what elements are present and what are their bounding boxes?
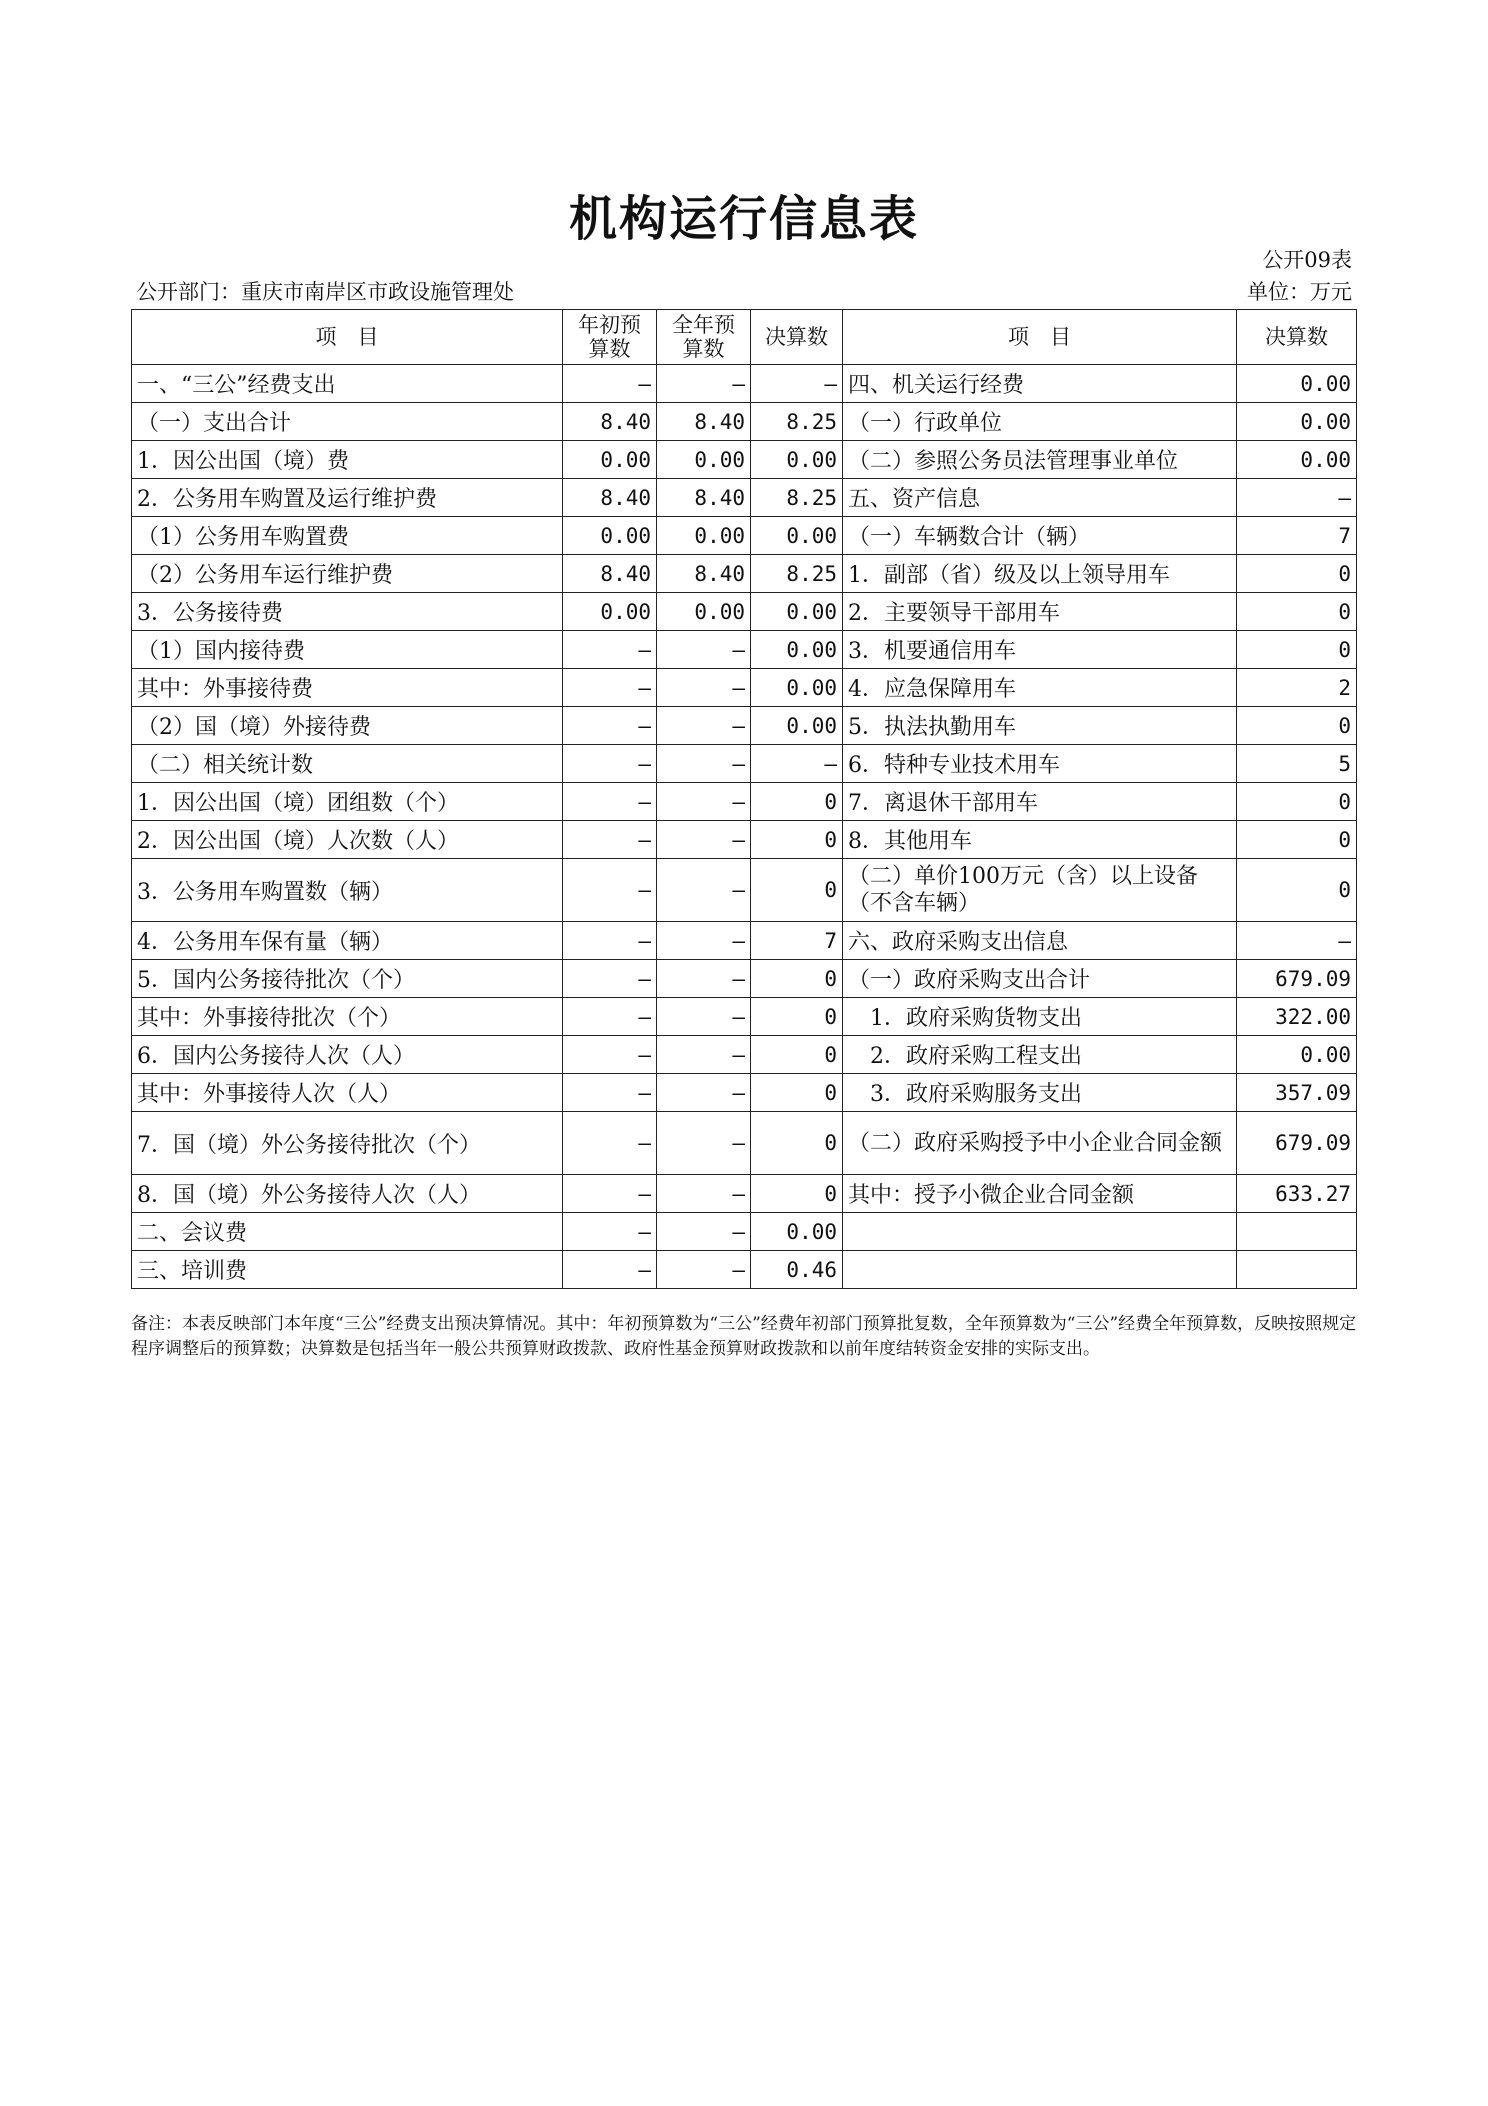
cell-full-budget: — bbox=[657, 859, 751, 922]
cell-item-right: （二）政府采购授予中小企业合同金额 bbox=[843, 1112, 1237, 1175]
cell-full-budget: — bbox=[657, 669, 751, 707]
table-row bbox=[132, 441, 1357, 479]
cell-initial-budget: — bbox=[563, 365, 657, 403]
cell-item-right: 5．执法执勤用车 bbox=[843, 707, 1237, 745]
cell-item-left: 其中：外事接待人次（人） bbox=[132, 1074, 563, 1112]
cell-item-right bbox=[843, 1251, 1237, 1289]
cell-initial-budget: — bbox=[563, 783, 657, 821]
department-label: 公开部门：重庆市南岸区市政设施管理处 bbox=[136, 280, 514, 304]
cell-item-right bbox=[843, 1213, 1237, 1251]
cell-item-right: 四、机关运行经费 bbox=[843, 365, 1237, 403]
cell-final-left: — bbox=[751, 365, 843, 403]
table-row bbox=[132, 1175, 1357, 1213]
cell-final-right bbox=[1237, 1251, 1357, 1289]
cell-final-left: 0.00 bbox=[751, 517, 843, 555]
cell-item-left: 1．因公出国（境）团组数（个） bbox=[132, 783, 563, 821]
cell-initial-budget: — bbox=[563, 1251, 657, 1289]
header-final-right: 决算数 bbox=[1237, 310, 1357, 365]
cell-final-left: 0 bbox=[751, 1036, 843, 1074]
cell-full-budget: — bbox=[657, 1112, 751, 1175]
cell-full-budget: — bbox=[657, 998, 751, 1036]
table-row bbox=[132, 631, 1357, 669]
cell-final-right: 0.00 bbox=[1237, 441, 1357, 479]
cell-final-right: 0 bbox=[1237, 707, 1357, 745]
cell-initial-budget: — bbox=[563, 922, 657, 960]
cell-full-budget: — bbox=[657, 707, 751, 745]
cell-final-left: 0.00 bbox=[751, 631, 843, 669]
cell-final-left: 0 bbox=[751, 998, 843, 1036]
cell-item-right: （一）车辆数合计（辆） bbox=[843, 517, 1237, 555]
cell-initial-budget: — bbox=[563, 960, 657, 998]
cell-final-right: 0.00 bbox=[1237, 403, 1357, 441]
cell-final-left: 0 bbox=[751, 1175, 843, 1213]
cell-initial-budget: 8.40 bbox=[563, 403, 657, 441]
cell-item-left: 1．因公出国（境）费 bbox=[132, 441, 563, 479]
cell-final-right: 322.00 bbox=[1237, 998, 1357, 1036]
cell-full-budget: — bbox=[657, 821, 751, 859]
cell-final-left: 0.00 bbox=[751, 707, 843, 745]
cell-item-right: 五、资产信息 bbox=[843, 479, 1237, 517]
cell-final-right: 0.00 bbox=[1237, 1036, 1357, 1074]
table-row bbox=[132, 555, 1357, 593]
table-row bbox=[132, 365, 1357, 403]
cell-item-left: 3．公务接待费 bbox=[132, 593, 563, 631]
cell-final-right: 633.27 bbox=[1237, 1175, 1357, 1213]
cell-full-budget: — bbox=[657, 1213, 751, 1251]
cell-full-budget: 8.40 bbox=[657, 403, 751, 441]
cell-final-right: 0 bbox=[1237, 821, 1357, 859]
cell-item-left: 三、培训费 bbox=[132, 1251, 563, 1289]
cell-final-right: — bbox=[1237, 922, 1357, 960]
cell-initial-budget: 0.00 bbox=[563, 593, 657, 631]
table-row bbox=[132, 1036, 1357, 1074]
cell-item-left: （一）支出合计 bbox=[132, 403, 563, 441]
table-row bbox=[132, 745, 1357, 783]
cell-initial-budget: — bbox=[563, 998, 657, 1036]
cell-final-right: 7 bbox=[1237, 517, 1357, 555]
cell-item-right: 其中：授予小微企业合同金额 bbox=[843, 1175, 1237, 1213]
cell-initial-budget: 8.40 bbox=[563, 555, 657, 593]
cell-final-left: 7 bbox=[751, 922, 843, 960]
cell-item-left: 3．公务用车购置数（辆） bbox=[132, 859, 563, 922]
cell-item-right: （二）参照公务员法管理事业单位 bbox=[843, 441, 1237, 479]
cell-final-left: 0 bbox=[751, 821, 843, 859]
page-title: 机构运行信息表 bbox=[568, 191, 919, 247]
table-row bbox=[132, 479, 1357, 517]
cell-initial-budget: — bbox=[563, 1112, 657, 1175]
table-row bbox=[132, 1213, 1357, 1251]
table-row bbox=[132, 517, 1357, 555]
cell-full-budget: — bbox=[657, 960, 751, 998]
header-final-left: 决算数 bbox=[751, 310, 843, 365]
cell-item-left: 二、会议费 bbox=[132, 1213, 563, 1251]
cell-initial-budget: — bbox=[563, 669, 657, 707]
cell-full-budget: — bbox=[657, 783, 751, 821]
cell-final-left: 0 bbox=[751, 1112, 843, 1175]
table-row bbox=[132, 669, 1357, 707]
table-row bbox=[132, 1074, 1357, 1112]
info-table bbox=[131, 309, 1357, 1289]
cell-item-left: 其中：外事接待批次（个） bbox=[132, 998, 563, 1036]
cell-item-right: 8．其他用车 bbox=[843, 821, 1237, 859]
cell-full-budget: — bbox=[657, 365, 751, 403]
table-row bbox=[132, 960, 1357, 998]
cell-final-right: 0 bbox=[1237, 859, 1357, 922]
cell-initial-budget: 0.00 bbox=[563, 517, 657, 555]
cell-full-budget: 8.40 bbox=[657, 479, 751, 517]
table-body bbox=[132, 365, 1357, 1289]
cell-item-left: （1）公务用车购置费 bbox=[132, 517, 563, 555]
cell-full-budget: 0.00 bbox=[657, 517, 751, 555]
cell-item-left: 6．国内公务接待人次（人） bbox=[132, 1036, 563, 1074]
cell-initial-budget: — bbox=[563, 1074, 657, 1112]
cell-initial-budget: 0.00 bbox=[563, 441, 657, 479]
table-row bbox=[132, 821, 1357, 859]
cell-final-left: 0.00 bbox=[751, 669, 843, 707]
table-row bbox=[132, 998, 1357, 1036]
cell-full-budget: — bbox=[657, 1036, 751, 1074]
cell-full-budget: — bbox=[657, 631, 751, 669]
cell-final-right: 0 bbox=[1237, 783, 1357, 821]
table-row bbox=[132, 783, 1357, 821]
header-item-right: 项 目 bbox=[843, 310, 1237, 365]
table-row bbox=[132, 403, 1357, 441]
cell-item-right: 7．离退休干部用车 bbox=[843, 783, 1237, 821]
table-row bbox=[132, 707, 1357, 745]
cell-item-left: 7．国（境）外公务接待批次（个） bbox=[132, 1112, 563, 1175]
cell-full-budget: 0.00 bbox=[657, 441, 751, 479]
cell-initial-budget: — bbox=[563, 631, 657, 669]
cell-item-right: 3．政府采购服务支出 bbox=[843, 1074, 1237, 1112]
cell-full-budget: — bbox=[657, 1074, 751, 1112]
cell-final-left: 0 bbox=[751, 783, 843, 821]
cell-full-budget: — bbox=[657, 745, 751, 783]
cell-final-left: 0 bbox=[751, 1074, 843, 1112]
header-full-budget: 全年预算数 bbox=[657, 310, 751, 365]
cell-full-budget: 8.40 bbox=[657, 555, 751, 593]
table-row bbox=[132, 1251, 1357, 1289]
cell-final-left: 0.00 bbox=[751, 441, 843, 479]
header-item-left: 项 目 bbox=[132, 310, 563, 365]
cell-item-left: （二）相关统计数 bbox=[132, 745, 563, 783]
cell-item-right: 2．政府采购工程支出 bbox=[843, 1036, 1237, 1074]
cell-item-right: （二）单价100万元（含）以上设备（不含车辆） bbox=[843, 859, 1237, 922]
cell-final-left: 0 bbox=[751, 859, 843, 922]
cell-item-left: （1）国内接待费 bbox=[132, 631, 563, 669]
cell-initial-budget: — bbox=[563, 1036, 657, 1074]
cell-final-right: 0.00 bbox=[1237, 365, 1357, 403]
cell-final-right: — bbox=[1237, 479, 1357, 517]
cell-final-left: 0.46 bbox=[751, 1251, 843, 1289]
cell-item-left: 一、“三公”经费支出 bbox=[132, 365, 563, 403]
cell-item-left: 2．因公出国（境）人次数（人） bbox=[132, 821, 563, 859]
cell-item-left: 2．公务用车购置及运行维护费 bbox=[132, 479, 563, 517]
cell-item-right: 3．机要通信用车 bbox=[843, 631, 1237, 669]
cell-final-left: 8.25 bbox=[751, 555, 843, 593]
cell-item-right: 1．副部（省）级及以上领导用车 bbox=[843, 555, 1237, 593]
cell-initial-budget: — bbox=[563, 859, 657, 922]
form-number: 公开09表 bbox=[1262, 248, 1352, 272]
cell-item-right: 6．特种专业技术用车 bbox=[843, 745, 1237, 783]
cell-item-right: 4．应急保障用车 bbox=[843, 669, 1237, 707]
cell-final-right: 679.09 bbox=[1237, 1112, 1357, 1175]
table-row bbox=[132, 593, 1357, 631]
cell-initial-budget: — bbox=[563, 821, 657, 859]
cell-final-left: — bbox=[751, 745, 843, 783]
cell-item-right: （一）政府采购支出合计 bbox=[843, 960, 1237, 998]
cell-full-budget: 0.00 bbox=[657, 593, 751, 631]
cell-item-left: （2）公务用车运行维护费 bbox=[132, 555, 563, 593]
cell-item-left: 4．公务用车保有量（辆） bbox=[132, 922, 563, 960]
cell-final-right: 0 bbox=[1237, 631, 1357, 669]
cell-full-budget: — bbox=[657, 1175, 751, 1213]
cell-final-right: 679.09 bbox=[1237, 960, 1357, 998]
unit-label: 单位：万元 bbox=[1247, 280, 1352, 304]
cell-initial-budget: — bbox=[563, 1175, 657, 1213]
cell-final-right: 2 bbox=[1237, 669, 1357, 707]
cell-final-right bbox=[1237, 1213, 1357, 1251]
header-initial-budget: 年初预算数 bbox=[563, 310, 657, 365]
cell-final-left: 8.25 bbox=[751, 479, 843, 517]
cell-final-left: 8.25 bbox=[751, 403, 843, 441]
cell-final-right: 5 bbox=[1237, 745, 1357, 783]
cell-final-right: 0 bbox=[1237, 593, 1357, 631]
table-header-row bbox=[132, 310, 1357, 365]
cell-full-budget: — bbox=[657, 1251, 751, 1289]
table-row bbox=[132, 922, 1357, 960]
cell-initial-budget: — bbox=[563, 1213, 657, 1251]
cell-final-right: 0 bbox=[1237, 555, 1357, 593]
cell-final-right: 357.09 bbox=[1237, 1074, 1357, 1112]
cell-final-left: 0.00 bbox=[751, 1213, 843, 1251]
cell-item-right: 六、政府采购支出信息 bbox=[843, 922, 1237, 960]
cell-final-left: 0 bbox=[751, 960, 843, 998]
cell-full-budget: — bbox=[657, 922, 751, 960]
cell-item-left: 8．国（境）外公务接待人次（人） bbox=[132, 1175, 563, 1213]
cell-item-right: 2．主要领导干部用车 bbox=[843, 593, 1237, 631]
cell-item-left: 其中：外事接待费 bbox=[132, 669, 563, 707]
table-row bbox=[132, 1112, 1357, 1175]
cell-final-left: 0.00 bbox=[751, 593, 843, 631]
cell-item-left: （2）国（境）外接待费 bbox=[132, 707, 563, 745]
cell-initial-budget: 8.40 bbox=[563, 479, 657, 517]
cell-initial-budget: — bbox=[563, 707, 657, 745]
cell-item-right: 1．政府采购货物支出 bbox=[843, 998, 1237, 1036]
cell-item-left: 5．国内公务接待批次（个） bbox=[132, 960, 563, 998]
footnote: 备注：本表反映部门本年度“三公”经费支出预决算情况。其中：年初预算数为“三公”经费年初部门预算批复数，全年预算数为“三公”经费全年预算数，反映按照规定程序调整后的预算数；决算数是包括当年一般公共预算财政拨款、政府性基金预算财政拨款和以前年度结转资金安排的实际支出。 bbox=[131, 1314, 1357, 1359]
cell-initial-budget: — bbox=[563, 745, 657, 783]
cell-item-right: （一）行政单位 bbox=[843, 403, 1237, 441]
table-row bbox=[132, 859, 1357, 922]
